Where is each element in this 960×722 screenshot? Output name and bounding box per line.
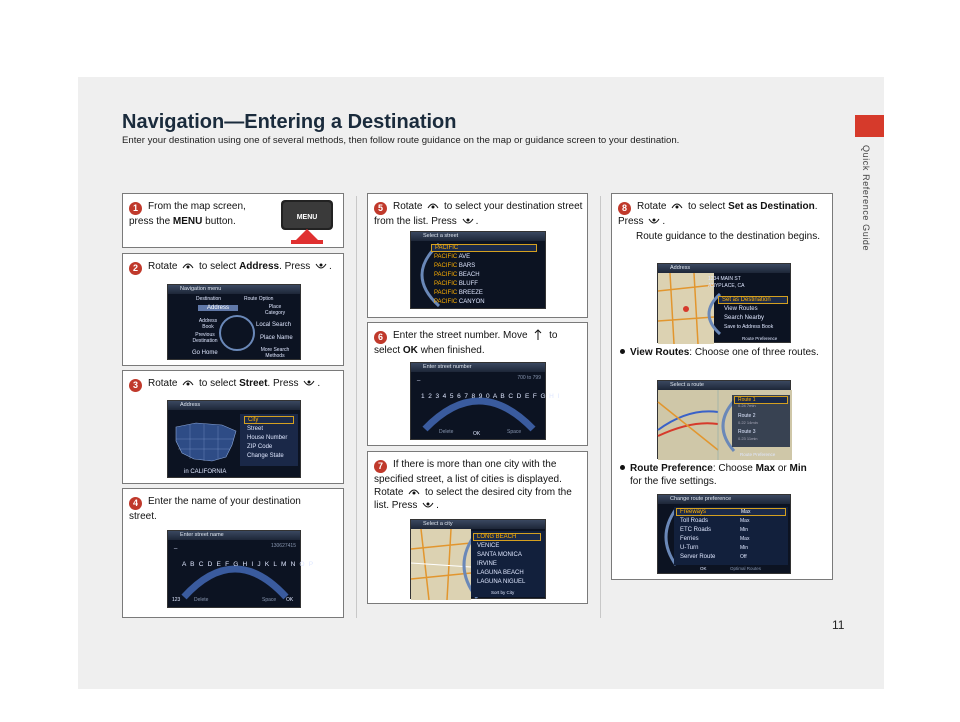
step-3-mid: to select [199, 378, 237, 389]
page-number: 11 [832, 618, 845, 632]
step-2-panel [122, 253, 344, 366]
press-dial-icon [462, 216, 474, 226]
street-list [431, 244, 541, 308]
step-7-line: If there is more than one city with the specified street, a list of cities is displayed. Rotate [374, 459, 562, 498]
sort-by-city[interactable]: Sort by City [491, 590, 515, 595]
letter-keys[interactable]: A B C D E F G H I J K L M N O P [182, 561, 315, 568]
tab-route-option[interactable]: Route Option [244, 296, 274, 302]
step-3-end: . [317, 378, 321, 389]
us-map-icon [172, 417, 240, 467]
section-tab [855, 115, 884, 137]
route-2-detail: 0.22 14min [738, 420, 758, 425]
screen-title: Enter street name [168, 531, 300, 540]
key-ok-center[interactable]: OK [473, 431, 481, 437]
street-item[interactable]: PACIFIC CANYON [434, 299, 485, 305]
view-routes-bullet [620, 346, 826, 359]
step-7-end: . [436, 500, 439, 511]
option-street[interactable]: Street [247, 426, 264, 432]
street-item[interactable]: PACIFIC BARS [434, 263, 476, 269]
screen-title: Navigation menu [168, 285, 300, 294]
tab-destination[interactable]: Destination [196, 296, 222, 302]
address-label: Address [239, 261, 280, 272]
street-item[interactable]: PACIFIC [431, 244, 537, 252]
step-8-pre: Rotate [637, 201, 667, 212]
address-screen [167, 400, 301, 478]
step-1-text [129, 200, 269, 228]
ok-label: OK [402, 345, 418, 356]
key-ok[interactable]: OK [286, 597, 294, 603]
street-item[interactable]: PACIFIC AVE [434, 254, 471, 260]
route-preference-pre: : Choose [712, 463, 753, 474]
route-preference-footer[interactable]: Route Preference [742, 336, 778, 341]
address-line-2: ANYPLACE, CA [708, 283, 745, 289]
navigation-menu-screen [167, 284, 301, 360]
menu-item-address-book[interactable]: Address Book [198, 318, 218, 330]
step-8-line2: Route guidance to the destination begins. [636, 231, 821, 242]
pref-row-ferries[interactable]: Ferries Max [680, 536, 750, 542]
street-item[interactable]: PACIFIC BEACH [434, 272, 480, 278]
pref-row-toll-roads[interactable]: Toll Roads Max [680, 518, 750, 524]
screen-title: Change route preference [658, 495, 790, 504]
dial-graphic-icon [218, 313, 256, 353]
city-item[interactable]: LAGUNA NIGUEL [477, 579, 526, 585]
step-5-pre: Rotate [393, 201, 423, 212]
view-routes-label: View Routes [630, 347, 690, 358]
pref-row-server-route[interactable]: Server Route Off [680, 554, 747, 560]
step-3-post: . Press [267, 378, 299, 389]
step-2-pre: Rotate [148, 261, 178, 272]
menu-item-go-home[interactable]: Go Home [192, 350, 218, 356]
step-number-badge: 8 [618, 202, 631, 215]
pref-row-u-turn[interactable]: U-Turn Min [680, 545, 749, 551]
key-space[interactable]: Space [262, 597, 277, 603]
menu-item-place-category[interactable]: Place Category [264, 304, 286, 316]
select-city-screen [410, 519, 546, 599]
step-number-badge: 2 [129, 262, 142, 275]
step-2-text [129, 260, 343, 275]
interface-dial-icon [182, 378, 194, 388]
route-1-detail: 0.24 7min [738, 403, 756, 408]
step-6-post: when finished. [420, 345, 485, 356]
street-label: Street [239, 378, 268, 389]
key-delete[interactable]: Delete [439, 429, 454, 435]
step-5-text [374, 200, 584, 228]
step-8-panel [611, 193, 833, 580]
page-subtitle: Enter your destination using one of several methods, then follow route guidance on the map or guidance screen to your destination. [122, 135, 680, 146]
screen-title: Address [168, 401, 300, 410]
menu-item-more-search[interactable]: More Search Methods [260, 347, 290, 359]
step-8-mid: to select [688, 201, 726, 212]
step-2-end: . [328, 261, 332, 272]
city-item[interactable]: IRVINE [477, 561, 497, 567]
bullet-dot [620, 349, 625, 354]
press-dial-icon [303, 378, 315, 388]
menu-button-label: MENU [296, 214, 318, 221]
interface-dial-icon [671, 201, 683, 211]
step-6-text [374, 329, 584, 357]
step-4-text [129, 495, 319, 523]
enter-street-name-screen [167, 530, 315, 608]
press-dial-icon [648, 216, 660, 226]
menu-item-address[interactable]: Address [198, 305, 238, 311]
press-dial-icon [422, 500, 434, 510]
step-number-badge: 7 [374, 460, 387, 473]
page-title: Navigation—Entering a Destination [122, 111, 457, 133]
set-destination-label: Set as Destination [728, 201, 815, 212]
interface-dial-icon [182, 261, 194, 271]
step-5-end: . [475, 216, 479, 227]
step-6-pre: Enter the street number. Move [393, 330, 528, 341]
city-item[interactable]: SANTA MONICA [477, 552, 522, 558]
option-house-number[interactable]: House Number [247, 435, 288, 441]
number-keys[interactable]: 1 2 3 4 5 6 7 8 9 0 A B C D E F G H I [421, 393, 561, 400]
route-preference-label: Route Preference [630, 463, 713, 474]
interface-dial-icon [408, 487, 420, 497]
step-6-mid: to select [374, 330, 558, 356]
select-route-screen [657, 380, 791, 459]
step-3-panel [122, 370, 344, 484]
step-8-text [618, 200, 828, 228]
city-item[interactable]: LAGUNA BEACH [477, 570, 524, 576]
max-label: Max [755, 463, 776, 474]
column-divider [600, 196, 601, 618]
key-space[interactable]: Space [507, 429, 522, 435]
step-7-text [374, 458, 586, 512]
pref-row-freeways[interactable]: Freeways Max [676, 508, 786, 516]
route-preference-footer[interactable]: Route Preference [740, 452, 776, 457]
step-8-post: . Press [618, 201, 818, 227]
option-change-state[interactable]: Change State [247, 453, 284, 459]
bullet-dot [620, 465, 625, 470]
pref-row-etc-roads[interactable]: ETC Roads Min [680, 527, 749, 533]
min-label: Min [789, 463, 807, 474]
interface-dial-icon [427, 201, 439, 211]
route-preference-bullet [620, 462, 826, 488]
option-save-address-book[interactable]: Save to Address Book [724, 324, 774, 330]
input-cursor: _ [417, 375, 421, 381]
step-2-mid: to select [199, 261, 237, 272]
step-6-panel [367, 322, 588, 446]
menu-item-previous-destination[interactable]: Previous Destination [192, 332, 218, 344]
screen-title: Select a city [411, 520, 545, 529]
optimal-routes-button[interactable]: Optimal Routes [730, 566, 762, 571]
option-city[interactable]: City [244, 416, 294, 424]
step-number-badge: 1 [129, 202, 142, 215]
street-item[interactable]: PACIFIC BLUFF [434, 281, 478, 287]
step-4-line: Enter the name of your destination street. [129, 496, 301, 522]
select-street-screen [410, 231, 546, 309]
step-7-panel [367, 451, 588, 604]
menu-button-icon [273, 196, 339, 246]
option-zip-code[interactable]: ZIP Code [247, 444, 273, 450]
section-label: Quick Reference Guide [861, 145, 871, 252]
option-search-nearby[interactable]: Search Nearby [724, 315, 765, 321]
screen-title: Address [658, 264, 790, 273]
city-item[interactable]: VENICE [477, 543, 500, 549]
set-destination-screen [657, 263, 791, 343]
route-3-detail: 0.23 11min [738, 436, 758, 441]
key-123[interactable]: 123 [172, 597, 181, 603]
route-1[interactable]: Route 1 [734, 396, 788, 404]
column-divider [356, 196, 357, 618]
step-3-pre: Rotate [148, 378, 178, 389]
step-number-badge: 4 [129, 497, 142, 510]
input-cursor: _ [174, 543, 178, 549]
step-2-post: . Press [279, 261, 311, 272]
route-3[interactable]: Route 3 [738, 429, 756, 435]
street-item[interactable]: PACIFIC BREEZE [434, 290, 483, 296]
press-dial-icon [315, 261, 327, 271]
step-number-badge: 3 [129, 379, 142, 392]
city-item[interactable]: LONG BEACH [473, 533, 541, 541]
address-line-1: 1234 MAIN ST [708, 276, 741, 282]
state-footer: in CALIFORNIA [184, 469, 227, 475]
screen-title: Enter street number [411, 363, 545, 372]
step-4-panel [122, 488, 344, 618]
route-2[interactable]: Route 2 [738, 413, 756, 419]
match-count: 130627415 [270, 543, 296, 549]
step-7-mid: to select the desired city from the list. Press [374, 487, 572, 511]
change-route-preference-screen [657, 494, 791, 574]
key-delete[interactable]: Delete [194, 597, 209, 603]
step-5-panel [367, 193, 588, 318]
view-routes-text: : Choose one of three routes. [689, 347, 819, 358]
option-view-routes[interactable]: View Routes [724, 306, 758, 312]
menu-label: MENU [172, 216, 203, 227]
screen-title: Select a street [411, 232, 545, 241]
pref-ok-button[interactable]: OK [700, 566, 707, 571]
step-number-badge: 5 [374, 202, 387, 215]
menu-item-local-search[interactable]: Local Search [256, 322, 292, 328]
route-preference-text: for the five settings. [630, 476, 717, 487]
option-set-as-destination[interactable]: Set as Destination [718, 296, 788, 304]
step-1-tail: button. [205, 216, 236, 227]
number-range: 700 to 799 [517, 375, 541, 381]
or-label: or [777, 463, 787, 474]
move-dial-icon [532, 330, 544, 340]
menu-item-place-name[interactable]: Place Name [260, 335, 293, 341]
step-5-mid: to select your destination street from the list. Press [374, 201, 583, 227]
step-1-panel [122, 193, 344, 248]
step-3-text [129, 377, 343, 392]
enter-street-number-screen [410, 362, 561, 440]
step-8-end: . [662, 216, 666, 227]
step-number-badge: 6 [374, 331, 387, 344]
step-1-line: From the map screen, press the [129, 201, 246, 227]
screen-title: Select a route [658, 381, 790, 390]
